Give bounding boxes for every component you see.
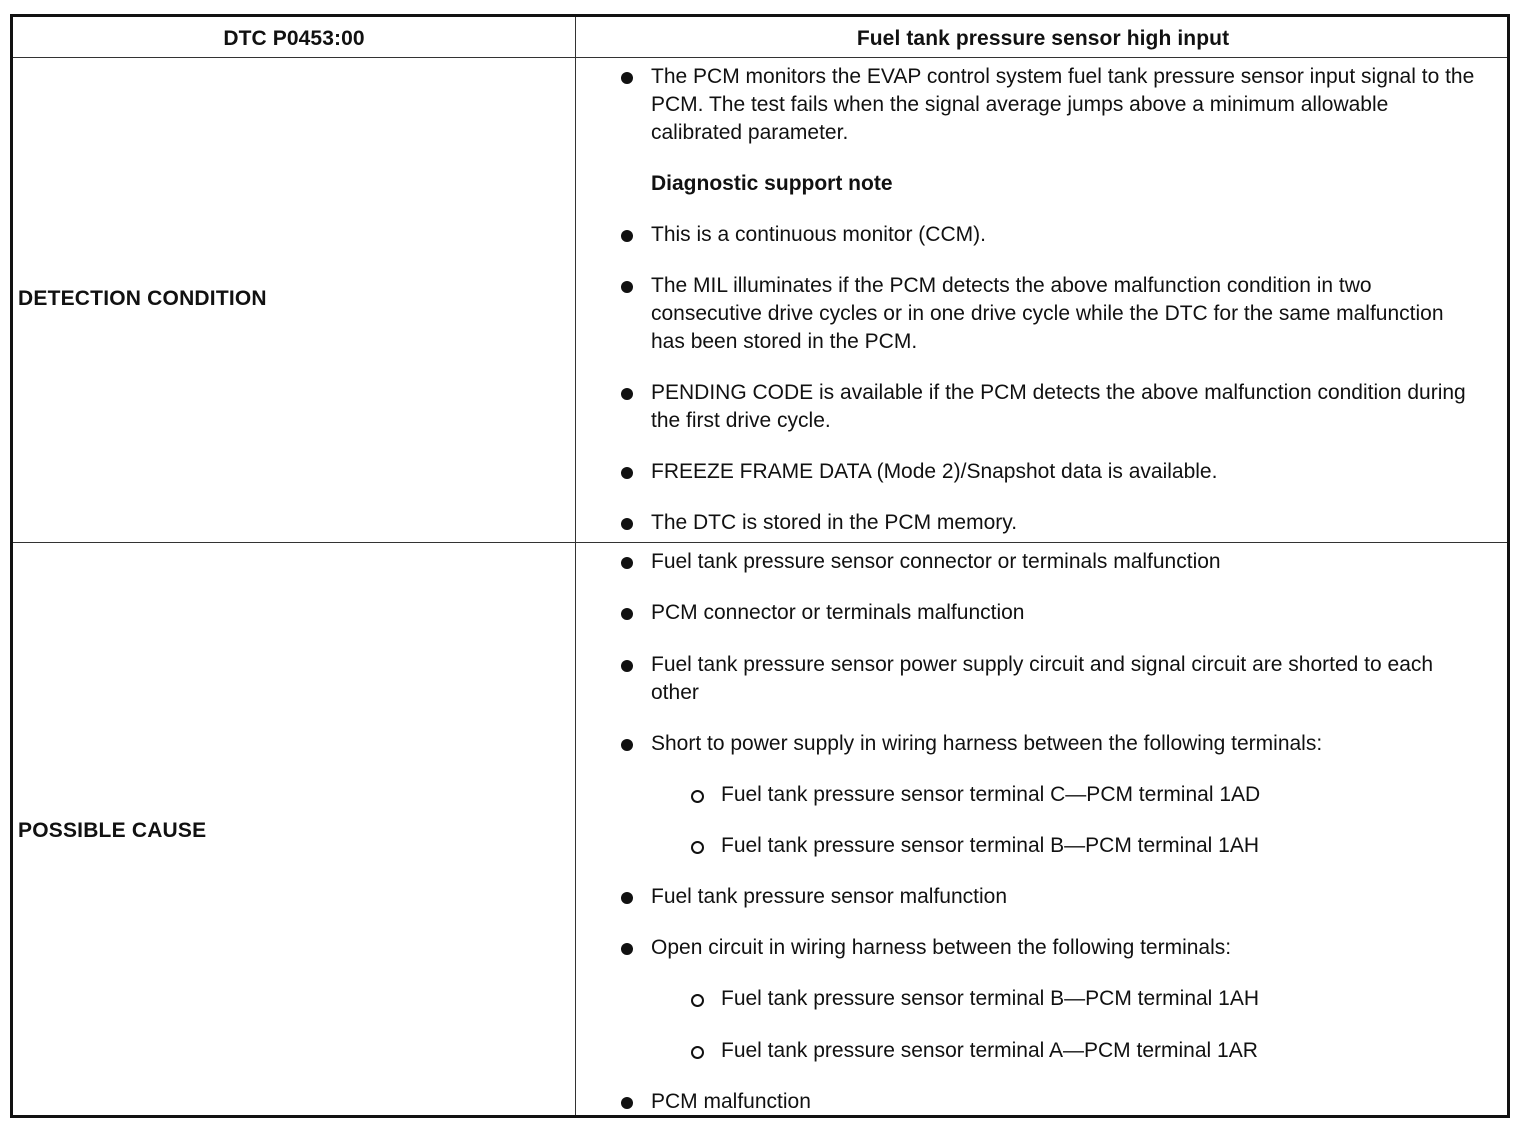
hollow-bullet-icon: [691, 841, 704, 854]
bullet-icon: [621, 892, 633, 904]
list-item-text: PCM connector or terminals malfunction: [651, 601, 1025, 624]
bullet-icon: [621, 608, 633, 620]
dtc-description-header: Fuel tank pressure sensor high input: [856, 27, 1230, 50]
bullet-icon: [621, 388, 633, 400]
detection-condition-label: DETECTION CONDITION: [18, 287, 267, 310]
list-item-text: PENDING CODE is available if the PCM detects the above malfunction condition during the first drive cycle.: [651, 381, 1466, 432]
dtc-code-header: DTC P0453:00: [223, 27, 365, 50]
sub-list-item-text: Fuel tank pressure sensor terminal A—PCM terminal 1AR: [721, 1039, 1258, 1062]
possible-cause-label: POSSIBLE CAUSE: [18, 819, 207, 842]
bullet-icon: [621, 557, 633, 569]
list-item-text: The DTC is stored in the PCM memory.: [651, 511, 1018, 534]
list-item-text: Open circuit in wiring harness between the following terminals:: [651, 936, 1232, 959]
list-item-text: Fuel tank pressure sensor malfunction: [651, 885, 1008, 908]
bullet-icon: [621, 72, 633, 84]
detection-condition-content: [576, 17, 1510, 542]
list-item-text: PCM malfunction: [651, 1090, 811, 1113]
bullet-icon: [621, 943, 633, 955]
bullet-icon: [621, 660, 633, 672]
sub-list-item-text: Fuel tank pressure sensor terminal B—PCM terminal 1AH: [721, 987, 1260, 1010]
hollow-bullet-icon: [691, 1046, 704, 1059]
diagnostic-support-note-title: Diagnostic support note: [651, 172, 893, 195]
sub-list-item-text: Fuel tank pressure sensor terminal B—PCM terminal 1AH: [721, 834, 1260, 857]
hollow-bullet-icon: [691, 790, 704, 803]
list-item-text: Fuel tank pressure sensor connector or terminals malfunction: [651, 550, 1221, 573]
bullet-icon: [621, 281, 633, 293]
bullet-icon: [621, 1097, 633, 1109]
dtc-table: [10, 14, 1510, 1118]
bullet-icon: [621, 230, 633, 242]
bullet-icon: [621, 518, 633, 530]
list-item-text: This is a continuous monitor (CCM).: [651, 223, 986, 246]
hollow-bullet-icon: [691, 994, 704, 1007]
sub-list-item-text: Fuel tank pressure sensor terminal C—PCM terminal 1AD: [721, 783, 1261, 806]
list-item-text: Fuel tank pressure sensor power supply circuit and signal circuit are shorted to each other: [651, 653, 1434, 704]
list-item-text: FREEZE FRAME DATA (Mode 2)/Snapshot data is available.: [651, 460, 1218, 483]
list-item-text: The PCM monitors the EVAP control system fuel tank pressure sensor input signal to the PCM. The test fails when the signal average jumps above a minimum allowable calibrated parameter.: [651, 65, 1475, 144]
list-item-text: Short to power supply in wiring harness between the following terminals:: [651, 732, 1323, 755]
possible-cause-content: [576, 543, 1510, 1118]
bullet-icon: [621, 467, 633, 479]
list-item-text: The MIL illuminates if the PCM detects the above malfunction condition in two consecutive drive cycles or in one drive cycle while the DTC for the same malfunction has been stored in the PCM.: [651, 274, 1444, 353]
bullet-icon: [621, 739, 633, 751]
